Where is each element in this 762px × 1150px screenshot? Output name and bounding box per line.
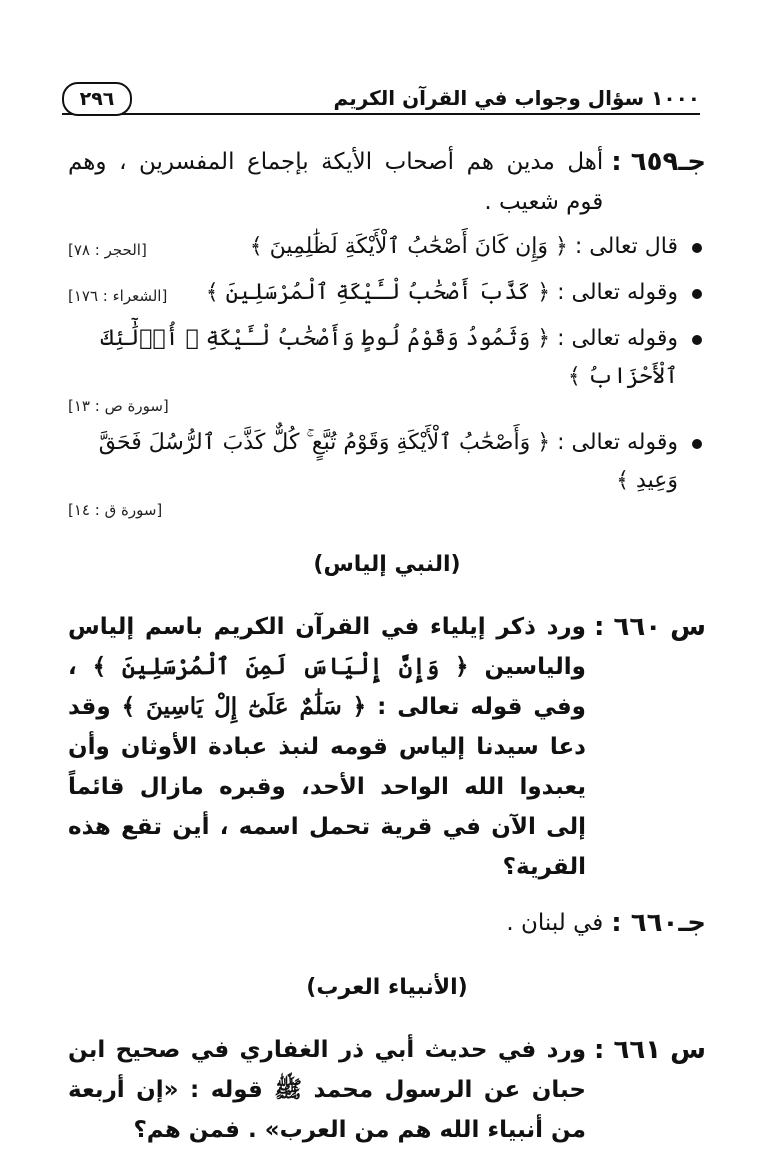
quran-verse: ﴿ وَإِن كَانَ أَصْحَٰبُ ٱلْأَيْكَةِ لَظَٰلِمِينَ ﴾: [249, 234, 568, 259]
verse-intro: وقوله تعالى :: [557, 326, 678, 351]
answer-text: أهل مدين هم أصحاب الأيكة بإجماع المفسرين ، وهم قوم شعيب .: [68, 149, 604, 215]
verse-item: [68, 424, 678, 520]
answer-659: [68, 142, 706, 222]
verse-reference: [سورة ق : ١٤]: [68, 501, 163, 519]
verse-list: [68, 228, 706, 520]
verse-reference: [سورة ص : ١٣]: [68, 397, 169, 415]
verse-reference: [الحجر : ٧٨]: [68, 241, 147, 259]
quran-verse: ﴿ كَذَّبَ أَصْحَٰبُ لْـَٔيْكَةِ ٱلْمُرْسَلِينَ ﴾: [205, 280, 551, 305]
verse-intro: وقوله تعالى :: [557, 280, 678, 305]
bullet-icon: [692, 335, 702, 345]
question-text: ورد ذكر إيلياء في القرآن الكريم باسم إلياس والياسين ﴿ وَإِنَّ إِلْيَاسَ لَمِنَ ٱلْمُرْسَلِينَ ﴾ ، وفي قوله تعالى : ﴿ سَلَٰمٌ عَلَىٰٓ إِلْ يَاسِينَ ﴾ وقد دعا سيدنا إلياس قومه لنبذ عبادة الأوثان وأن يعبدوا الله الواحد الأحد، وقبره مازال قائماً إلى الآن في قرية تحمل اسمه ، أين تقع هذه القرية؟: [68, 614, 586, 880]
verse-intro: وقوله تعالى :: [557, 430, 678, 455]
quran-verse: ﴿ سَلَٰمٌ عَلَىٰٓ إِلْ يَاسِينَ ﴾: [121, 693, 367, 720]
question-label: س ٦٦١ :: [593, 1035, 706, 1065]
section-title-arab-prophets: (الأنبياء العرب): [306, 975, 468, 1000]
quran-verse: ﴿ وَثَمُودُ وَقَوْمُ لُوطٍ وَأَصْحَٰبُ لْـَٔيْكَةِ ۚ أُو۟لَٰٓئِكَ ٱلْأَحْزَابُ ﴾: [100, 326, 678, 389]
verse-item: [68, 228, 678, 266]
section-title-elias: (النبي إلياس): [313, 552, 461, 577]
bullet-icon: [692, 439, 702, 449]
running-title: ١٠٠٠ سؤال وجواب في القرآن الكريم: [333, 86, 700, 110]
question-label: س ٦٦٠ :: [593, 612, 706, 642]
verse-intro: قال تعالى :: [574, 234, 678, 259]
verse-reference: [الشعراء : ١٧٦]: [68, 287, 168, 305]
page-number: ٢٩٦: [62, 82, 132, 116]
header-rule: [62, 113, 700, 115]
page-header: [62, 78, 700, 122]
answer-label: جـ٦٥٩ :: [611, 147, 706, 177]
answer-660: [68, 903, 706, 943]
bullet-icon: [692, 243, 702, 253]
page-content: [68, 142, 706, 1150]
hadith-quote: «إن أربعة من أنبياء الله هم من العرب»: [68, 1077, 586, 1143]
quran-verse: ﴿ وَأَصْحَٰبُ ٱلْأَيْكَةِ وَقَوْمُ تُبَّعٍ ۚ كُلٌّ كَذَّبَ ٱلرُّسُلَ فَحَقَّ وَعِيدِ ﴾: [98, 430, 678, 493]
question-text: ورد في حديث أبي ذر الغفاري في صحيح ابن حبان عن الرسول محمد ﷺ قوله : «إن أربعة من أنبياء الله هم من العرب» . فمن هم؟: [68, 1037, 586, 1143]
quran-verse: ﴿ وَإِنَّ إِلْيَاسَ لَمِنَ ٱلْمُرْسَلِينَ ﴾: [92, 653, 469, 680]
question-660: [68, 607, 706, 887]
answer-text: في لبنان .: [506, 910, 604, 936]
answer-label: جـ٦٦٠ :: [611, 908, 706, 938]
verse-item: [68, 274, 678, 312]
question-661: [68, 1030, 706, 1150]
salutation-glyph: ﷺ: [274, 1077, 303, 1103]
verse-item: [68, 320, 678, 416]
bullet-icon: [692, 289, 702, 299]
